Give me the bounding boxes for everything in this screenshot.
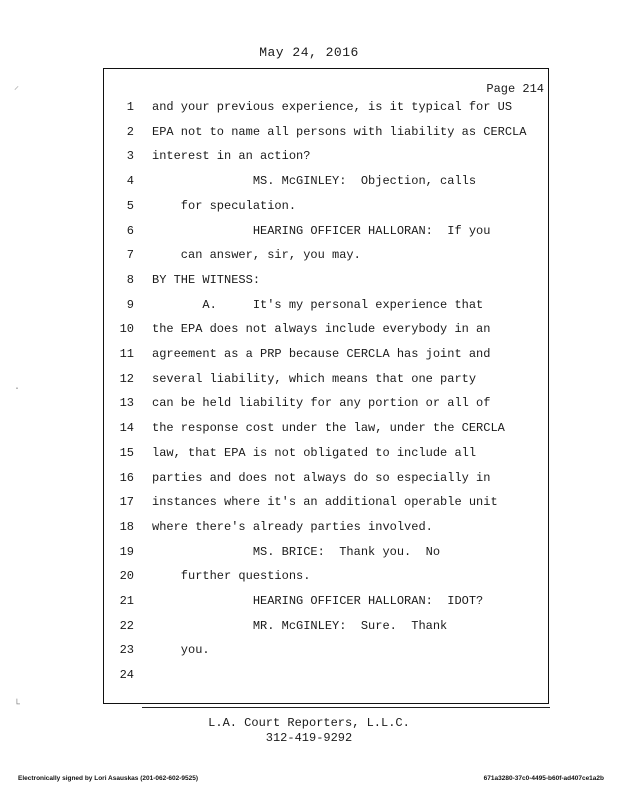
line-number: 3 [126,149,134,163]
line-text: further questions. [152,569,311,583]
line-text: for speculation. [152,199,297,213]
line-text: can be held liability for any portion or all of [152,396,491,410]
line-text: law, that EPA is not obligated to include all [152,446,477,460]
line-number: 8 [126,273,134,287]
line-text: agreement as a PRP because CERCLA has joint and [152,347,491,361]
line-text: the response cost under the law, under the CERCLA [152,421,505,435]
margin-mark: · [14,384,21,395]
line-number: 21 [119,594,134,608]
line-text: MS. BRICE: Thank you. No [152,545,441,559]
line-number: 18 [119,520,134,534]
line-text: instances where it's an additional operable unit [152,495,498,509]
line-number: 20 [119,569,134,583]
line-number: 12 [119,372,134,386]
line-text: MS. McGINLEY: Objection, calls [152,174,477,188]
line-number: 1 [126,100,134,114]
line-number: 6 [126,224,134,238]
line-text: you. [152,643,210,657]
line-number: 24 [119,668,134,682]
margin-mark: ⸝ [14,82,19,93]
line-text: interest in an action? [152,149,311,163]
line-number: 16 [119,471,134,485]
line-number: 13 [119,396,134,410]
line-number: 2 [126,125,134,139]
line-text: BY THE WITNESS: [152,273,261,287]
line-number: 19 [119,545,134,559]
line-text: and your previous experience, is it typical for US [152,100,513,114]
line-text: where there's already parties involved. [152,520,433,534]
reporter-phone: 312-419-9292 [265,731,353,745]
line-number: 7 [126,248,134,262]
transcript-frame [103,68,549,704]
line-number: 15 [119,446,134,460]
line-text: HEARING OFFICER HALLORAN: IDOT? [152,594,484,608]
line-text: the EPA does not always include everybody in an [152,322,491,336]
line-number: 4 [126,174,134,188]
line-text: EPA not to name all persons with liability as CERCLA [152,125,527,139]
line-number: 10 [119,322,134,336]
line-text: several liability, which means that one party [152,372,477,386]
line-text: A. It's my personal experience that [152,298,484,312]
line-number: 5 [126,199,134,213]
line-text: HEARING OFFICER HALLORAN: If you [152,224,491,238]
line-number: 17 [119,495,134,509]
transcript-date: May 24, 2016 [259,45,359,60]
line-number: 9 [126,298,134,312]
line-text: parties and does not always do so especially in [152,471,491,485]
reporter-company: L.A. Court Reporters, L.L.C. [208,716,410,730]
line-text: can answer, sir, you may. [152,248,361,262]
line-number: 11 [119,347,134,361]
line-number: 22 [119,619,134,633]
margin-mark: └ [14,700,21,711]
line-number: 23 [119,643,134,657]
line-text: MR. McGINLEY: Sure. Thank [152,619,448,633]
electronic-signature: Electronically signed by Lori Asauskas (201-062-602-9525) [18,775,199,782]
document-hash: 671a3280-37c0-4495-b60f-ad407ce1a2b [483,775,604,782]
line-number: 14 [119,421,134,435]
page-number: Page 214 [486,82,544,96]
